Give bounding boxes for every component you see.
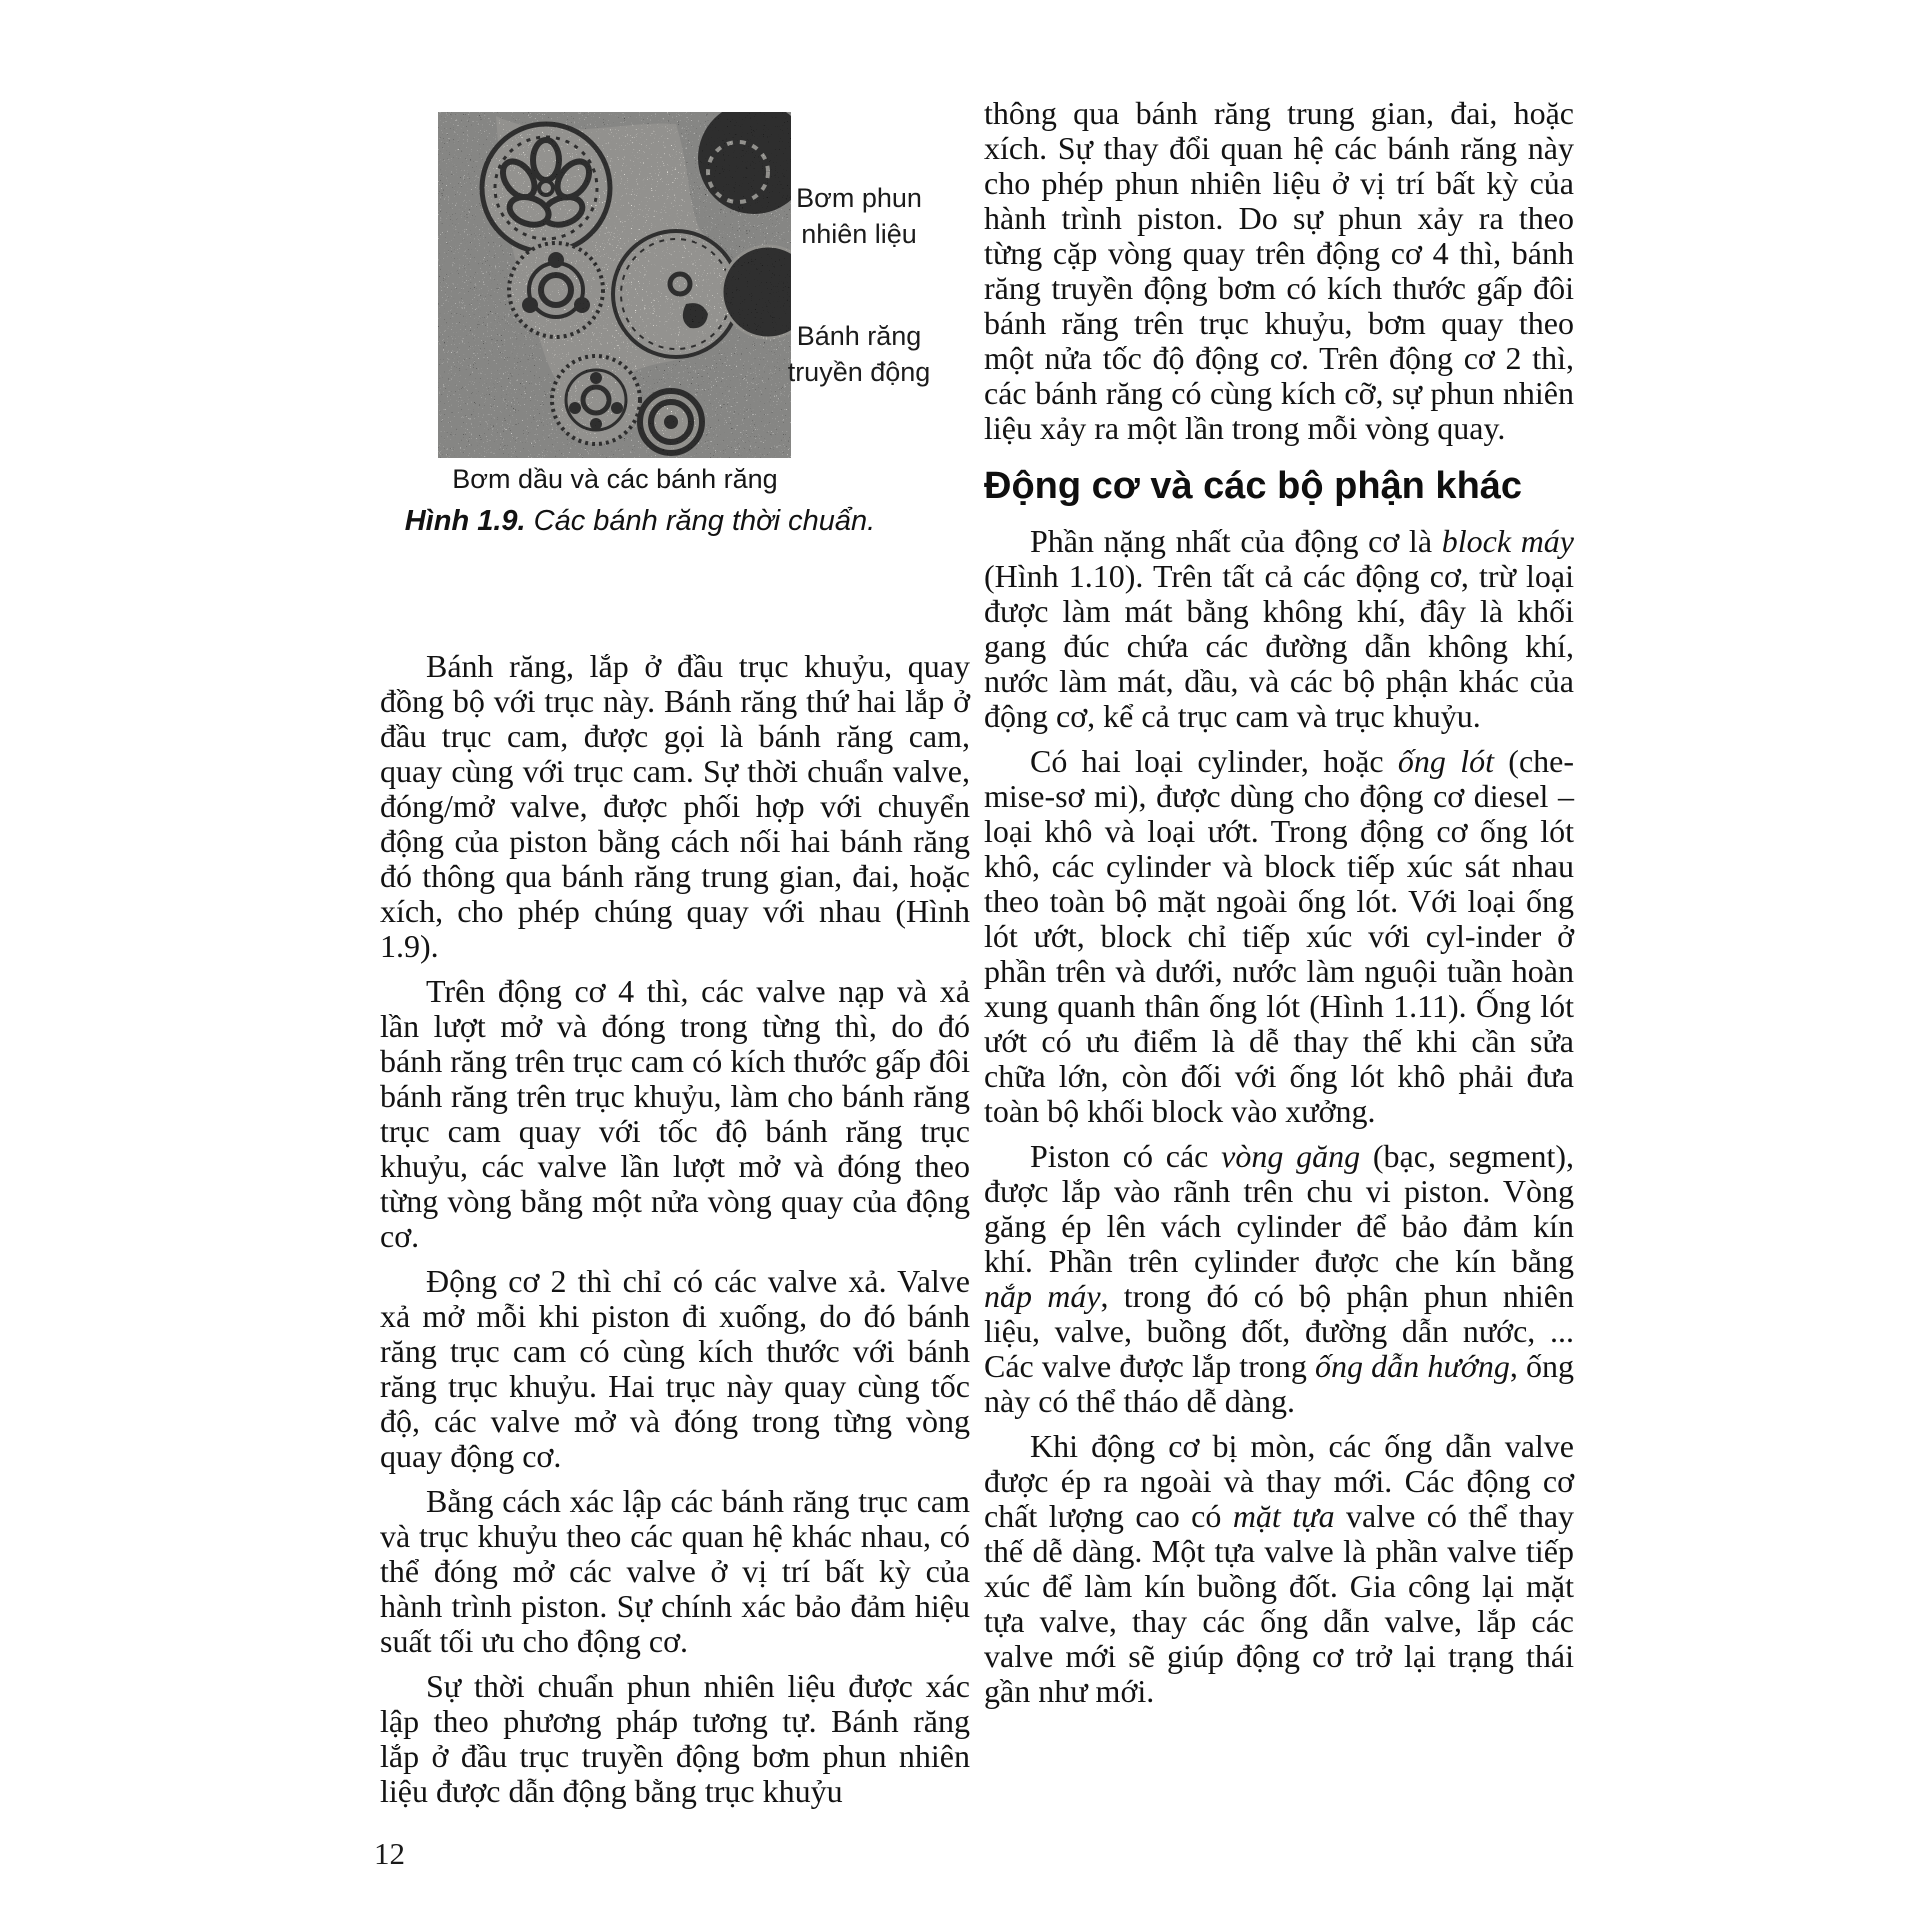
paragraph: Bánh răng, lắp ở đầu trục khuỷu, quay đồng bộ với trục này. Bánh răng thứ hai lắp ở đầu trục cam, được gọi là bánh răng cam, quay cùng với trục cam. Sự thời chuẩn valve, đóng/mở valve, được phối hợp với chuyển động của piston bằng cách nối hai bánh răng đó thông qua bánh răng trung gian, đai, hoặc xích, cho phép chúng quay với nhau (Hình 1.9). xyxy=(380,648,970,964)
figure-caption-text: Các bánh răng thời chuẩn. xyxy=(525,505,876,537)
engine-gears-photo xyxy=(438,112,791,458)
section-heading: Động cơ và các bộ phận khác xyxy=(984,465,1523,507)
figure-caption xyxy=(330,505,950,538)
paragraph: Động cơ 2 thì chỉ có các valve xả. Valve xả mở mỗi khi piston đi xuống, do đó bánh răng trục cam có cùng kích thước với bánh răng trục khuỷu. Hai trục này quay cùng tốc độ, các valve mở và đóng trong từng vòng quay động cơ. xyxy=(380,1263,970,1474)
paragraph: Có hai loại cylinder, hoặc ống lót (che-mise-sơ mi), được dùng cho động cơ diesel – loại khô và loại ướt. Trong động cơ ống lót khô, các cylinder và block tiếp xúc sát nhau theo toàn bộ mặt ngoài ống lót. Với loại ống lót ướt, block chỉ tiếp xúc với cyl-inder ở phần trên và dưới, nước làm nguội tuần hoàn xung quanh thân ống lót (Hình 1.11). Ống lót ướt có ưu điểm là dễ thay thế khi cần sửa chữa lớn, còn đối với ống lót khô phải đưa toàn bộ khối block vào xưởng. xyxy=(984,743,1575,1129)
paragraph: Khi động cơ bị mòn, các ống dẫn valve được ép ra ngoài và thay mới. Các động cơ chất lượng cao có mặt tựa valve có thể thay thế dễ dàng. Một tựa valve là phần valve tiếp xúc để làm kín buồng đốt. Gia công lại mặt tựa valve, thay các ống dẫn valve, lắp các valve mới sẽ giúp động cơ trở lại trạng thái gần như mới. xyxy=(984,1428,1575,1709)
page-number: 12 xyxy=(374,1836,405,1871)
photo-caption: Bơm dầu và các bánh răng xyxy=(452,464,778,494)
figure-callout-fuel-pump: Bơm phun nhiên liệu xyxy=(796,183,922,249)
paragraph: Piston có các vòng găng (bạc, segment), được lắp vào rãnh trên chu vi piston. Vòng găng ép lên vách cylinder để bảo đảm kín khí. Phần trên cylinder được che kín bằng nắp máy, trong đó có bộ phận phun nhiên liệu, valve, buồng đốt, đường dẫn nước, ... Các valve được lắp trong ống dẫn hướng, ống này có thể tháo dễ dàng. xyxy=(984,1138,1575,1419)
figure-callout-drive-gear: Bánh răng truyền động xyxy=(787,321,931,387)
right-column xyxy=(984,96,1574,1719)
left-column xyxy=(380,649,970,1819)
figure-number: Hình 1.9. xyxy=(404,505,526,537)
paragraph: Trên động cơ 4 thì, các valve nạp và xả lần lượt mở và đóng trong từng thì, do đó bánh răng trên trục cam có kích thước gấp đôi bánh răng trên trục khuỷu, làm cho bánh răng trục cam quay với tốc độ bánh răng trục khuỷu, các valve lần lượt mở và đóng theo từng vòng bằng một nửa vòng quay của động cơ. xyxy=(380,973,970,1254)
paragraph: Phần nặng nhất của động cơ là block máy (Hình 1.10). Trên tất cả các động cơ, trừ loại được làm mát bằng không khí, đây là khối gang đúc chứa các đường dẫn không khí, nước làm mát, dầu, và các bộ phận khác của động cơ, kể cả trục cam và trục khuỷu. xyxy=(984,523,1575,734)
paragraph: Sự thời chuẩn phun nhiên liệu được xác lập theo phương pháp tương tự. Bánh răng lắp ở đầu trục truyền động bơm phun nhiên liệu được dẫn động bằng trục khuỷu xyxy=(380,1668,970,1809)
paragraph: thông qua bánh răng trung gian, đai, hoặc xích. Sự thay đổi quan hệ các bánh răng này cho phép phun nhiên liệu ở vị trí bất kỳ của hành trình piston. Do sự phun xảy ra theo từng cặp vòng quay trên động cơ 4 thì, bánh răng truyền động bơm có kích thước gấp đôi bánh răng trên trục khuỷu, bơm quay theo một nửa tốc độ động cơ. Trên động cơ 2 thì, các bánh răng có cùng kích cỡ, sự phun nhiên liệu xảy ra một lần trong mỗi vòng quay. xyxy=(984,95,1574,446)
paragraph: Bằng cách xác lập các bánh răng trục cam và trục khuỷu theo các quan hệ khác nhau, có thể đóng mở các valve ở vị trí bất kỳ của hành trình piston. Sự chính xác bảo đảm hiệu suất tối ưu cho động cơ. xyxy=(380,1483,970,1659)
